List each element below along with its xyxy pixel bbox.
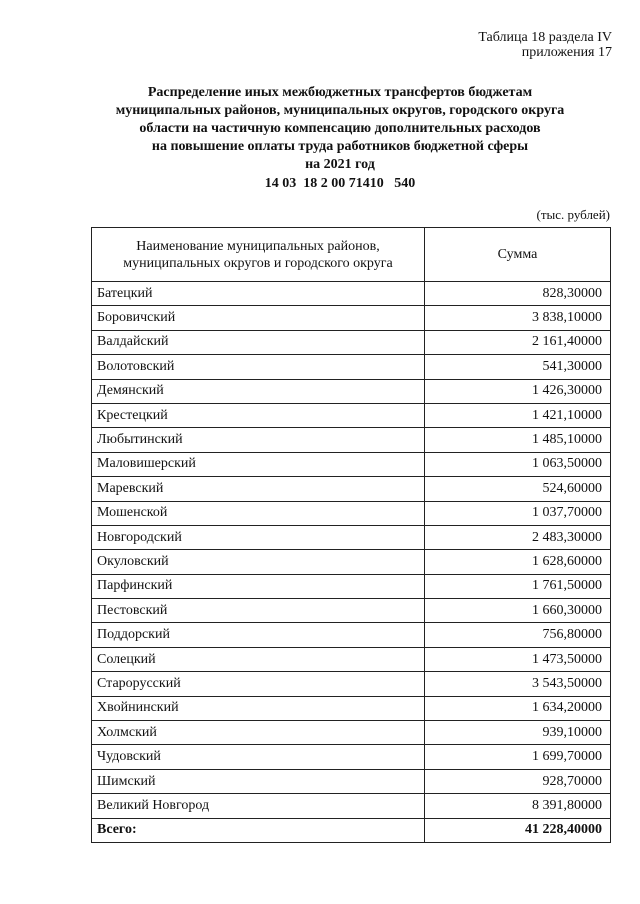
table-row: [92, 379, 611, 403]
table-row: [92, 477, 611, 501]
district-sum: 1 628,60000: [425, 550, 611, 574]
district-sum: 1 660,30000: [425, 599, 611, 623]
title-line-5: на 2021 год: [305, 157, 375, 172]
district-sum: 1 473,50000: [425, 647, 611, 671]
title-line-3: области на частичную компенсацию дополнительных расходов: [139, 121, 541, 136]
district-name: Окуловский: [92, 550, 425, 574]
table-row: [92, 599, 611, 623]
district-name: Хвойнинский: [92, 696, 425, 720]
district-name: Новгородский: [92, 525, 425, 549]
table-row: [92, 721, 611, 745]
district-sum: 2 483,30000: [425, 525, 611, 549]
title-line-1: Распределение иных межбюджетных трансфертов бюджетам: [147, 85, 533, 100]
district-sum: 1 421,10000: [425, 403, 611, 427]
budget-code: 14 03 18 2 00 71410 540: [264, 176, 416, 191]
table-row: [92, 452, 611, 476]
district-sum: 1 761,50000: [425, 574, 611, 598]
table-reference: [478, 30, 612, 60]
district-name: Шимский: [92, 769, 425, 793]
district-name: Маревский: [92, 477, 425, 501]
table-row: [92, 623, 611, 647]
total-sum: 41 228,40000: [425, 818, 611, 842]
district-sum: 1 699,70000: [425, 745, 611, 769]
district-name: Маловишерский: [92, 452, 425, 476]
table-row: [92, 355, 611, 379]
district-sum: 1 037,70000: [425, 501, 611, 525]
district-name: Пестовский: [92, 599, 425, 623]
table-row: [92, 574, 611, 598]
district-sum: 524,60000: [425, 477, 611, 501]
district-sum: 3 543,50000: [425, 672, 611, 696]
district-sum: 3 838,10000: [425, 306, 611, 330]
district-name: Боровичский: [92, 306, 425, 330]
units-label: (тыс. рублей): [536, 207, 610, 222]
table-row: [92, 550, 611, 574]
district-name: Холмский: [92, 721, 425, 745]
district-sum: 756,80000: [425, 623, 611, 647]
district-name: Старорусский: [92, 672, 425, 696]
district-name: Батецкий: [92, 282, 425, 306]
table-row: [92, 647, 611, 671]
district-name: Мошенской: [92, 501, 425, 525]
district-sum: 828,30000: [425, 282, 611, 306]
header-name-line-1: Наименование муниципальных районов,: [136, 238, 380, 254]
district-name: Чудовский: [92, 745, 425, 769]
table-row: [92, 330, 611, 354]
table-row: [92, 769, 611, 793]
total-row: [92, 818, 611, 842]
district-name: Поддорский: [92, 623, 425, 647]
table-row: [92, 501, 611, 525]
table-row: [92, 696, 611, 720]
district-sum: 2 161,40000: [425, 330, 611, 354]
district-sum: 1 485,10000: [425, 428, 611, 452]
table-body: [92, 282, 611, 819]
title-line-2: муниципальных районов, муниципальных округов, городского округа: [115, 103, 565, 118]
table-row: [92, 428, 611, 452]
district-name: Демянский: [92, 379, 425, 403]
table-row: [92, 282, 611, 306]
distribution-table: [91, 227, 611, 843]
district-name: Парфинский: [92, 574, 425, 598]
district-sum: 541,30000: [425, 355, 611, 379]
table-row: [92, 794, 611, 818]
district-sum: 1 426,30000: [425, 379, 611, 403]
table-row: [92, 525, 611, 549]
district-sum: 1 063,50000: [425, 452, 611, 476]
document-title: [60, 84, 620, 174]
district-sum: 939,10000: [425, 721, 611, 745]
district-sum: 928,70000: [425, 769, 611, 793]
district-name: Любытинский: [92, 428, 425, 452]
district-name: Крестецкий: [92, 403, 425, 427]
district-name: Валдайский: [92, 330, 425, 354]
table-row: [92, 672, 611, 696]
total-label: Всего:: [92, 818, 425, 842]
table-row: [92, 403, 611, 427]
header-name: [92, 228, 425, 282]
district-name: Великий Новгород: [92, 794, 425, 818]
district-sum: 8 391,80000: [425, 794, 611, 818]
table-header-row: [92, 228, 611, 282]
reference-line-2: приложения 17: [521, 45, 612, 60]
header-sum: Сумма: [425, 228, 611, 282]
reference-line-1: Таблица 18 раздела IV: [478, 30, 612, 45]
district-name: Солецкий: [92, 647, 425, 671]
table-row: [92, 745, 611, 769]
header-name-line-2: муниципальных округов и городского округа: [123, 255, 393, 271]
district-name: Волотовский: [92, 355, 425, 379]
title-line-4: на повышение оплаты труда работников бюджетной сферы: [151, 139, 529, 154]
district-sum: 1 634,20000: [425, 696, 611, 720]
table-row: [92, 306, 611, 330]
